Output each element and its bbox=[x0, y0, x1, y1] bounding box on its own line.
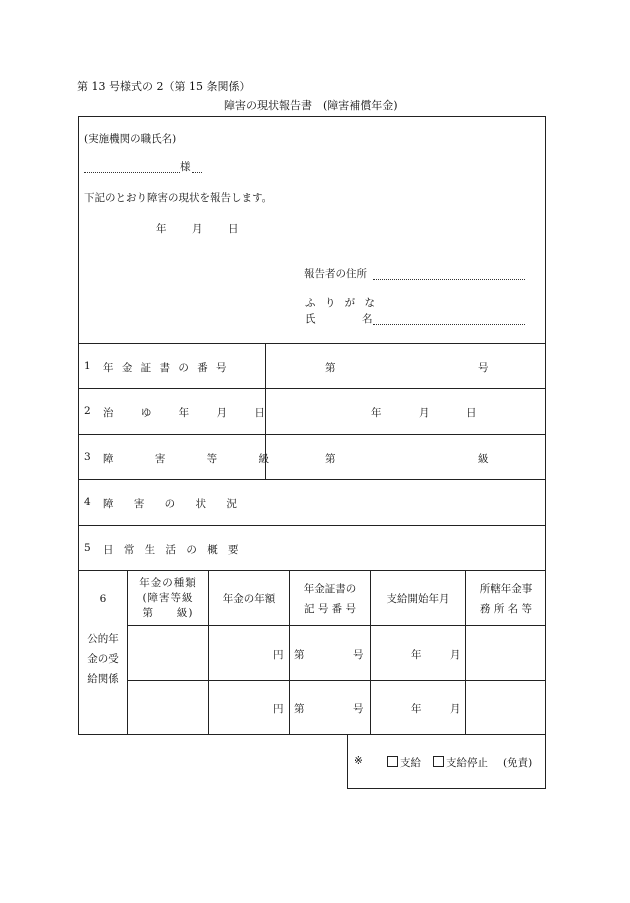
row-a-yen: 円 bbox=[273, 649, 284, 661]
honorific: 様 bbox=[180, 161, 191, 173]
payment-checkbox[interactable] bbox=[387, 756, 398, 767]
row1-num: 1 bbox=[84, 360, 91, 372]
row3-num: 3 bbox=[84, 451, 91, 463]
row-a-tsuki: 月 bbox=[450, 649, 461, 661]
row-b-dai: 第 bbox=[294, 703, 305, 715]
footer-exempt: (免責) bbox=[503, 757, 533, 769]
header-type-3: 第 級) bbox=[142, 607, 194, 619]
row1-suffix: 号 bbox=[478, 362, 489, 374]
form-number: 第 13 号様式の 2（第 15 条関係） bbox=[77, 80, 251, 93]
row2-month: 月 bbox=[419, 407, 430, 419]
row3-suffix: 級 bbox=[478, 453, 489, 465]
row4-num: 4 bbox=[84, 496, 91, 508]
header-office-1: 所轄年金事 bbox=[479, 583, 533, 595]
row-b-tsuki: 月 bbox=[450, 703, 461, 715]
header-cert-2: 記 号 番 号 bbox=[303, 603, 356, 615]
row-a-nen: 年 bbox=[411, 649, 422, 661]
section6-num: 6 bbox=[99, 593, 107, 605]
reporter-name-line bbox=[373, 324, 525, 325]
header-amount: 年金の年額 bbox=[222, 593, 276, 605]
row5-label: 日 常 生 活 の 概 要 bbox=[103, 544, 239, 556]
row3-label: 障 害 等 級 bbox=[103, 453, 270, 465]
statement: 下記のとおり障害の現状を報告します。 bbox=[84, 192, 273, 204]
payment-label: 支給 bbox=[400, 757, 421, 769]
name-label-1: 氏 bbox=[305, 313, 316, 325]
row-line-2 bbox=[78, 388, 546, 389]
row1-label: 年 金 証 書 の 番 号 bbox=[103, 362, 227, 374]
row-b-gou: 号 bbox=[353, 703, 364, 715]
row2-year: 年 bbox=[371, 407, 382, 419]
row-line-6 bbox=[78, 570, 546, 571]
row-line-5 bbox=[78, 525, 546, 526]
row-line-4 bbox=[78, 479, 546, 480]
pension-row-line-1 bbox=[127, 625, 546, 626]
row3-prefix: 第 bbox=[325, 453, 336, 465]
form-title: 障害の現状報告書 (障害補償年金) bbox=[224, 99, 398, 112]
pension-bottom-line bbox=[78, 734, 546, 735]
recipient-label: (実施機関の職氏名) bbox=[84, 133, 177, 145]
table-top-border bbox=[78, 116, 546, 117]
footer-box-bottom bbox=[347, 788, 546, 789]
pension-row-line-2 bbox=[127, 680, 546, 681]
row2-num: 2 bbox=[84, 405, 91, 417]
row-b-nen: 年 bbox=[411, 703, 422, 715]
header-type-2: (障害等級 bbox=[142, 592, 194, 604]
row1-prefix: 第 bbox=[325, 362, 336, 374]
header-cert-1: 年金証書の bbox=[303, 583, 357, 595]
furigana-label: ふ り が な bbox=[305, 297, 379, 309]
row-b-yen: 円 bbox=[273, 703, 284, 715]
date-month: 月 bbox=[192, 223, 203, 235]
row-a-dai: 第 bbox=[294, 649, 305, 661]
section6-label-1: 公的年 bbox=[87, 633, 119, 645]
suspend-checkbox[interactable] bbox=[433, 756, 444, 767]
row-line-3 bbox=[78, 434, 546, 435]
honorific-dots bbox=[192, 172, 202, 173]
date-year: 年 bbox=[156, 223, 167, 235]
table-right-border bbox=[545, 116, 546, 789]
reporter-address-label: 報告者の住所 bbox=[304, 268, 367, 280]
name-label-2: 名 bbox=[362, 313, 373, 325]
row2-label: 治 ゆ 年 月 日 bbox=[103, 407, 265, 419]
footer-mark: ※ bbox=[354, 755, 363, 767]
header-start: 支給開始年月 bbox=[386, 593, 450, 605]
footer-option-suspend[interactable] bbox=[433, 755, 488, 770]
footer-option-payment[interactable] bbox=[387, 755, 421, 770]
reporter-address-line bbox=[373, 279, 525, 280]
section6-label-2: 金の受 bbox=[87, 653, 119, 665]
header-type-1: 年金の種類 bbox=[139, 577, 197, 589]
footer-box-left bbox=[347, 734, 348, 789]
section6-label-3: 給関係 bbox=[87, 673, 119, 685]
row4-label: 障 害 の 状 況 bbox=[103, 498, 237, 510]
date-day: 日 bbox=[228, 223, 239, 235]
recipient-name-line bbox=[84, 172, 180, 173]
row2-day: 日 bbox=[466, 407, 477, 419]
suspend-label: 支給停止 bbox=[446, 757, 488, 769]
row5-num: 5 bbox=[84, 542, 91, 554]
row-a-gou: 号 bbox=[353, 649, 364, 661]
header-office-2: 務 所 名 等 bbox=[479, 603, 532, 615]
row-line-1 bbox=[78, 343, 546, 344]
